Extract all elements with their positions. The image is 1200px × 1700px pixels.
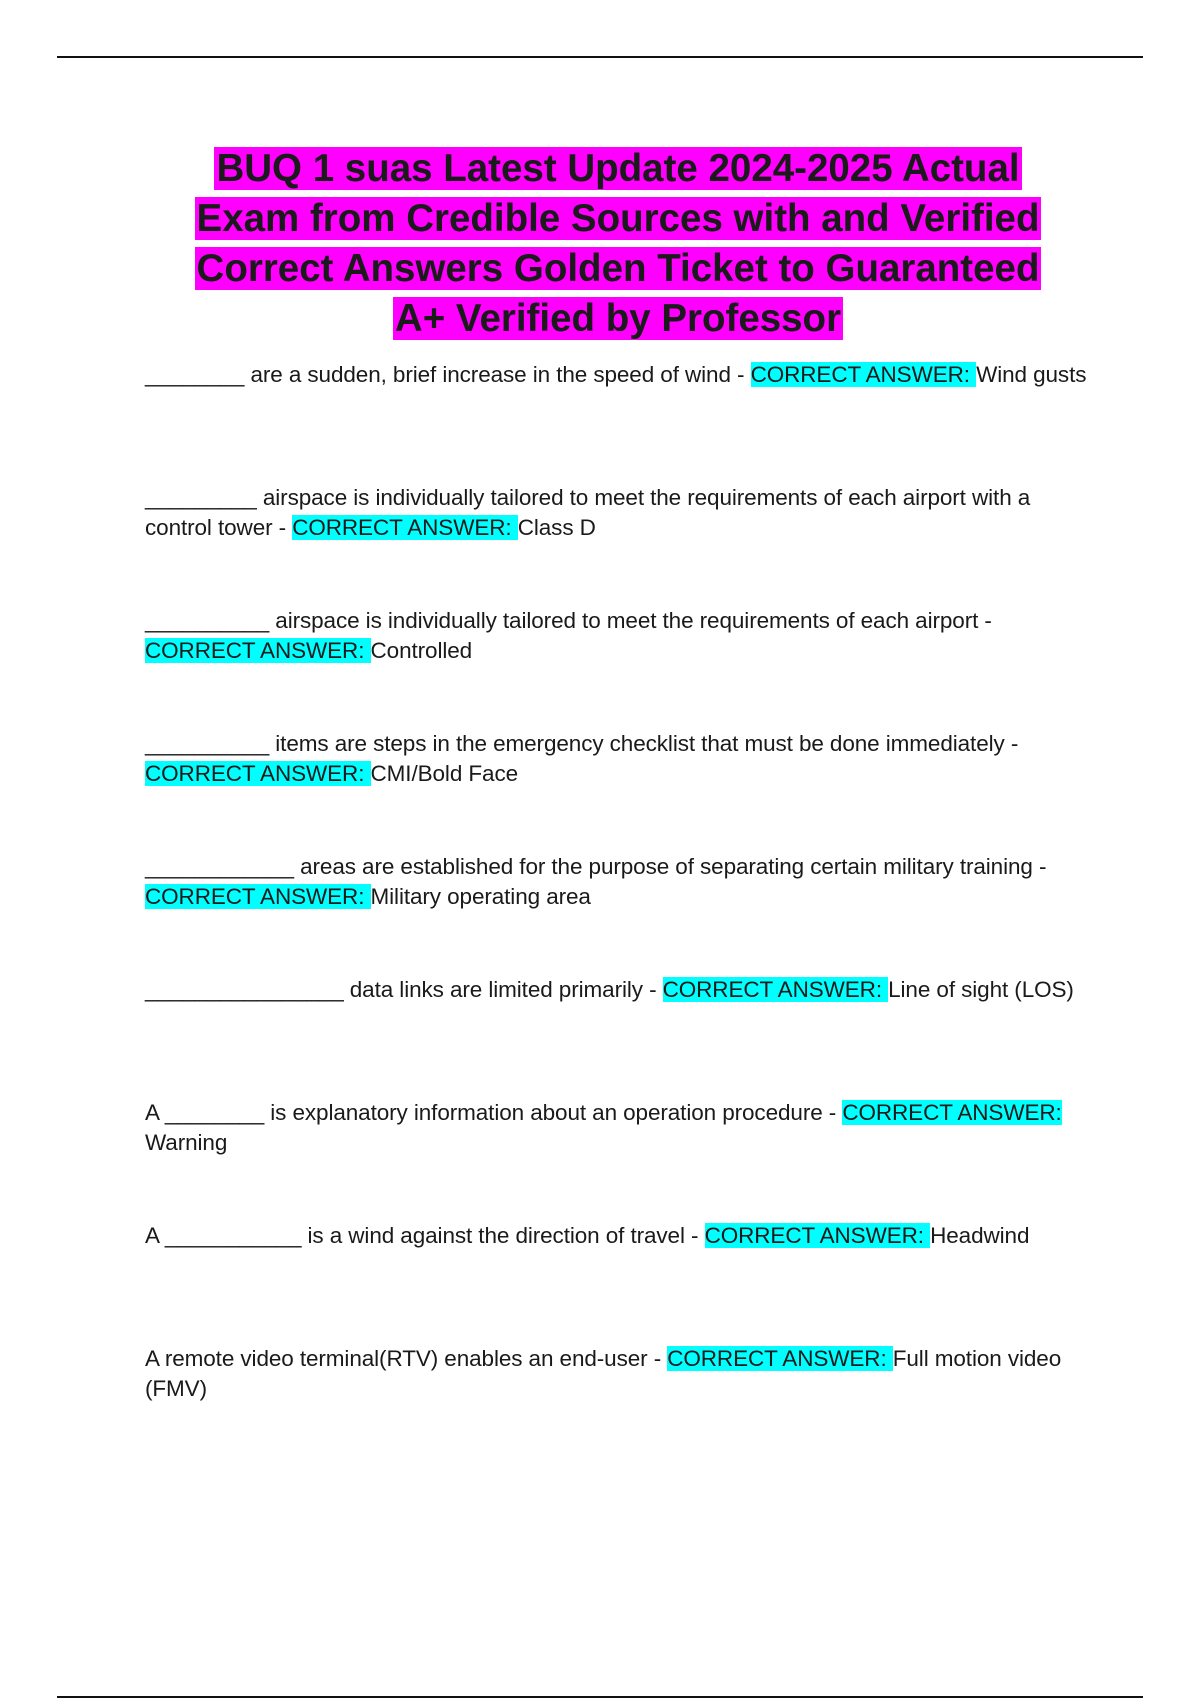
- question-text: __________ items are steps in the emergency checklist that must be done immediately -: [145, 731, 1019, 756]
- answer-text: Wind gusts: [976, 362, 1087, 387]
- question-text: _________ airspace is individually tailored to meet the requirements of each airport with a control tower -: [145, 485, 1031, 540]
- title-line: Correct Answers Golden Ticket to Guaranteed: [196, 247, 1040, 290]
- title-line: BUQ 1 suas Latest Update 2024-2025 Actual: [216, 147, 1020, 190]
- qa-item: [145, 606, 1090, 729]
- qa-item: [145, 1344, 1090, 1467]
- answer-label: CORRECT ANSWER:: [704, 1223, 931, 1248]
- title-line: Exam from Credible Sources with and Verified: [196, 197, 1040, 240]
- answer-text: Military operating area: [370, 884, 591, 909]
- qa-item: [145, 729, 1090, 852]
- answer-text: Full motion video (FMV): [145, 1346, 1062, 1401]
- qa-list: [145, 360, 1090, 1467]
- answer-label: CORRECT ANSWER:: [667, 1346, 893, 1371]
- question-text: ____________ areas are established for the purpose of separating certain military training -: [145, 854, 1047, 879]
- question-text: A ________ is explanatory information about an operation procedure -: [145, 1100, 843, 1125]
- question-text: __________ airspace is individually tailored to meet the requirements of each airport -: [145, 608, 992, 633]
- title-line: A+ Verified by Professor: [394, 297, 842, 340]
- answer-text: Headwind: [930, 1223, 1030, 1248]
- answer-label: CORRECT ANSWER:: [145, 638, 371, 663]
- header-rule: [57, 56, 1143, 58]
- answer-text: Controlled: [370, 638, 473, 663]
- answer-label: CORRECT ANSWER:: [750, 362, 977, 387]
- document-title: [140, 144, 1096, 344]
- qa-item: [145, 852, 1090, 975]
- qa-item: [145, 1098, 1090, 1221]
- qa-item: [145, 1221, 1090, 1344]
- question-text: A ___________ is a wind against the direction of travel -: [145, 1223, 705, 1248]
- question-text: ________ are a sudden, brief increase in the speed of wind -: [145, 362, 751, 387]
- question-text: ________________ data links are limited primarily -: [145, 977, 663, 1002]
- answer-label: CORRECT ANSWER:: [662, 977, 889, 1002]
- answer-label: CORRECT ANSWER:: [842, 1100, 1062, 1125]
- answer-text: Class D: [517, 515, 596, 540]
- footer-rule: [57, 1696, 1143, 1698]
- qa-item: [145, 483, 1090, 606]
- answer-label: CORRECT ANSWER:: [145, 761, 371, 786]
- answer-text: Warning: [145, 1130, 228, 1155]
- answer-text: CMI/Bold Face: [370, 761, 519, 786]
- answer-text: Line of sight (LOS): [888, 977, 1074, 1002]
- answer-label: CORRECT ANSWER:: [145, 884, 371, 909]
- qa-item: [145, 975, 1090, 1098]
- qa-item: [145, 360, 1090, 483]
- answer-label: CORRECT ANSWER:: [292, 515, 518, 540]
- question-text: A remote video terminal(RTV) enables an end-user -: [145, 1346, 668, 1371]
